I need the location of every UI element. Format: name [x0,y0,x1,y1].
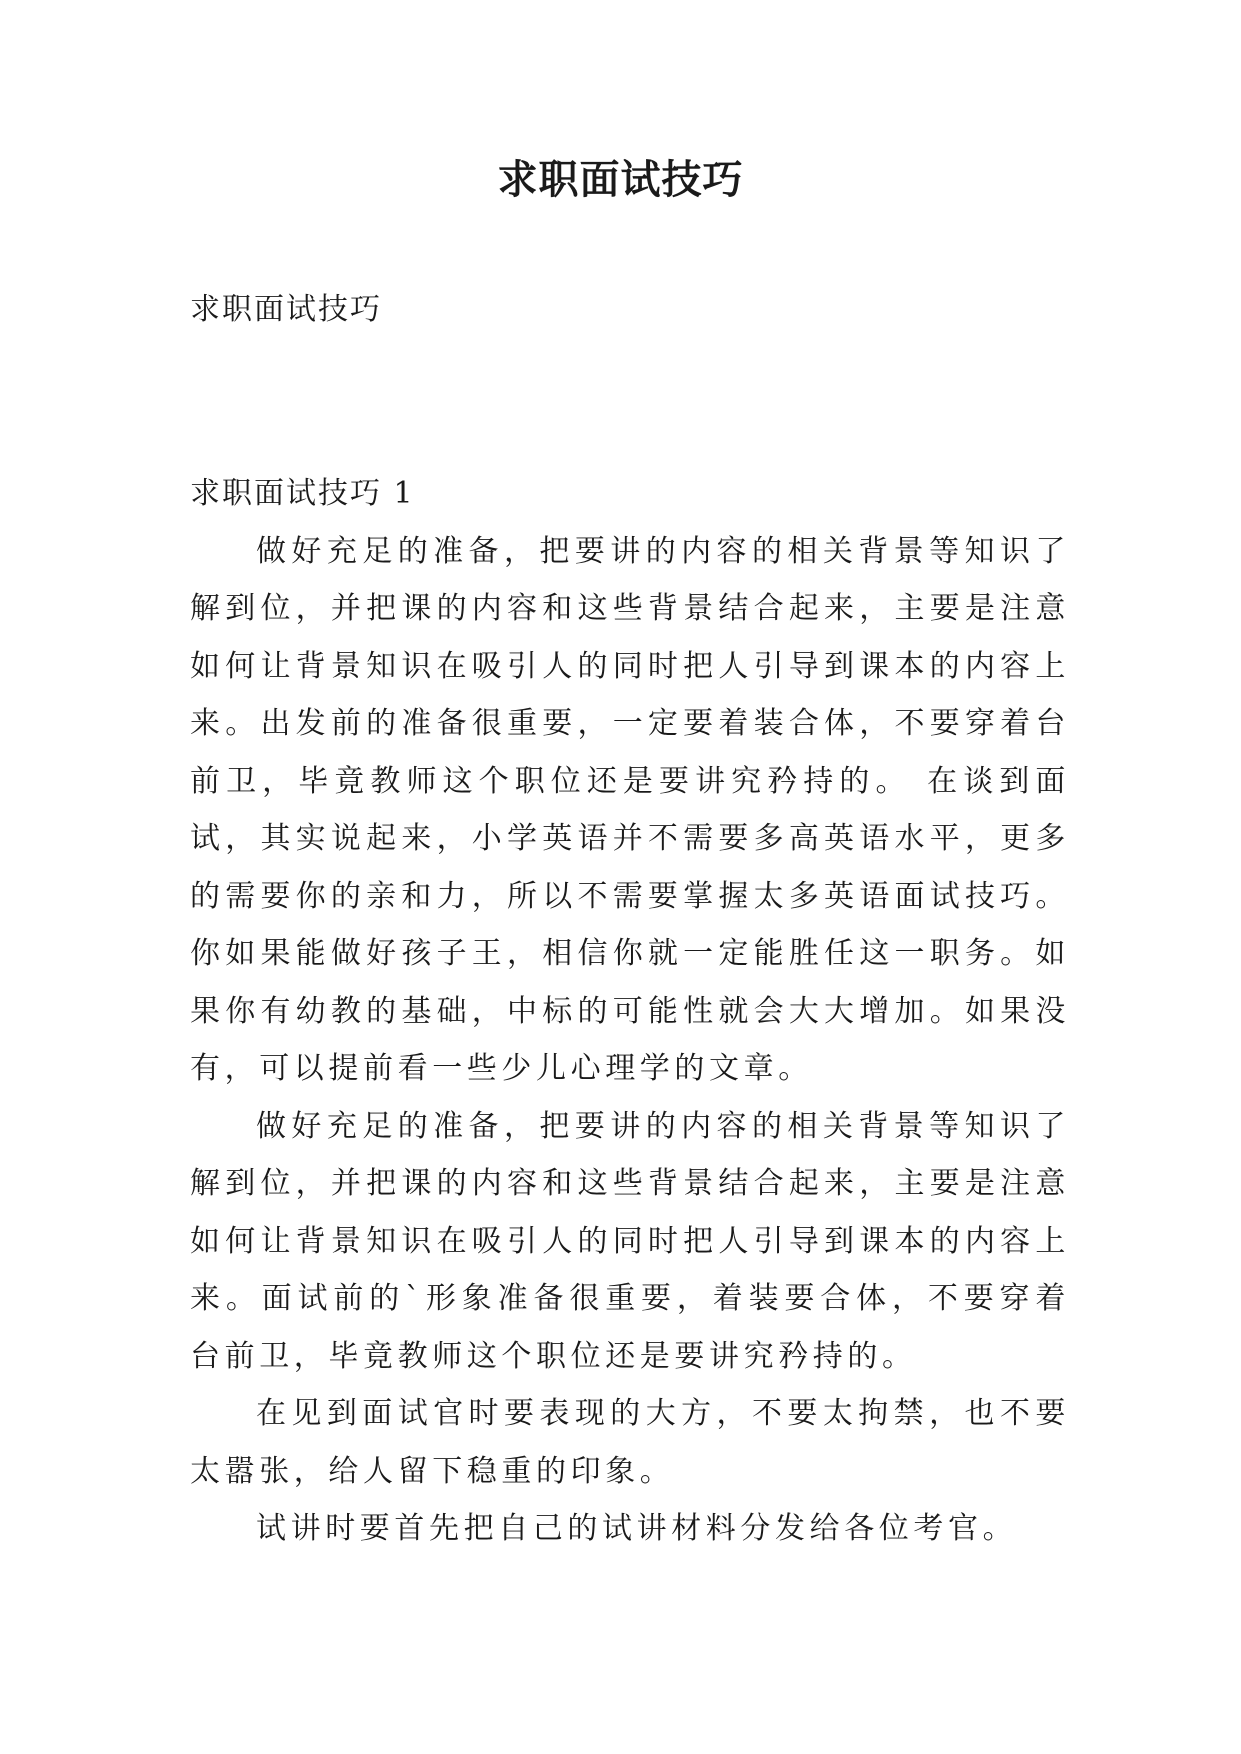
document-subtitle: 求职面试技巧 [190,292,382,327]
paragraph-1: 做好充足的准备，把要讲的内容的相关背景等知识了解到位，并把课的内容和这些背景结合起来，主要是注意如何让背景知识在吸引人的同时把人引导到课本的内容上来。出发前的准备很重要，一定要着装合体，不要穿着台前卫，毕竟教师这个职位还是要讲究矜持的。 在谈到面试，其实说起来，小学英语并不需要多高英语水平，更多的需要你的亲和力，所以不需要掌握太多英语面试技巧。你如果能做好孩子王，相信你就一定能胜任这一职务。如果你有幼教的基础，中标的可能性就会大大增加。如果没有，可以提前看一些少儿心理学的文章。 [190,533,1070,1086]
document-title: 求职面试技巧 [497,156,744,203]
paragraph-4: 试讲时要首先把自己的试讲材料分发给各位考官。 [256,1511,1018,1546]
paragraph-3: 在见到面试官时要表现的大方，不要太拘禁，也不要太嚣张，给人留下稳重的印象。 [190,1396,1070,1489]
paragraph-2: 做好充足的准备，把要讲的内容的相关背景等知识了解到位，并把课的内容和这些背景结合起来，主要是注意如何让背景知识在吸引人的同时把人引导到课本的内容上来。面试前的`形象准备很重要，着装要合体，不要穿着台前卫，毕竟教师这个职位还是要讲究矜持的。 [190,1108,1070,1374]
document-body [190,465,1070,1558]
section-heading: 求职面试技巧 1 [190,476,415,511]
